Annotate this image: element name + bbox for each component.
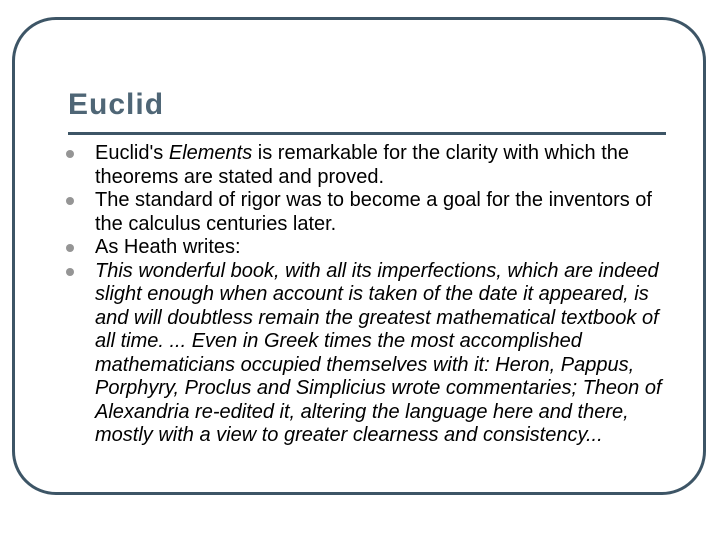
bullet-item-heath [66,236,666,260]
title-underline [68,132,666,135]
bullet-text-suffix: is remarkable for the clarity with which the theorems are stated and proved. [95,142,630,188]
quote-text: This wonderful book, with all its imperfections, which are indeed slight enough when account is taken of the date it appeared, is and will doubtless remain the greatest mathematical textbook of all time. ... Even in Greek times the most accomplished mathematicians occupied themselves with it: Heron, Pappus, Porphyry, Proclus and Simplicius wrote commentaries; Theon of Alexandria re-edited it, altering the language here and there, mostly with a view to greater clearness and consistency... [95,259,662,446]
bullet-item-quote [66,260,666,448]
bullet-emphasis: Elements [168,142,253,164]
bullet-text: As Heath writes: [95,236,241,258]
bullet-dot-icon [66,150,74,158]
bullet-text: The standard of rigor was to become a goal for the inventors of the calculus centuries later. [95,189,652,235]
bullet-list [66,142,666,448]
bullet-dot-icon [66,268,74,276]
slide-title: Euclid [68,88,165,121]
bullet-item-rigor [66,189,666,236]
bullet-item-elements [66,142,666,189]
bullet-dot-icon [66,244,74,252]
bullet-dot-icon [66,197,74,205]
bullet-text-prefix: Euclid's [95,142,169,164]
